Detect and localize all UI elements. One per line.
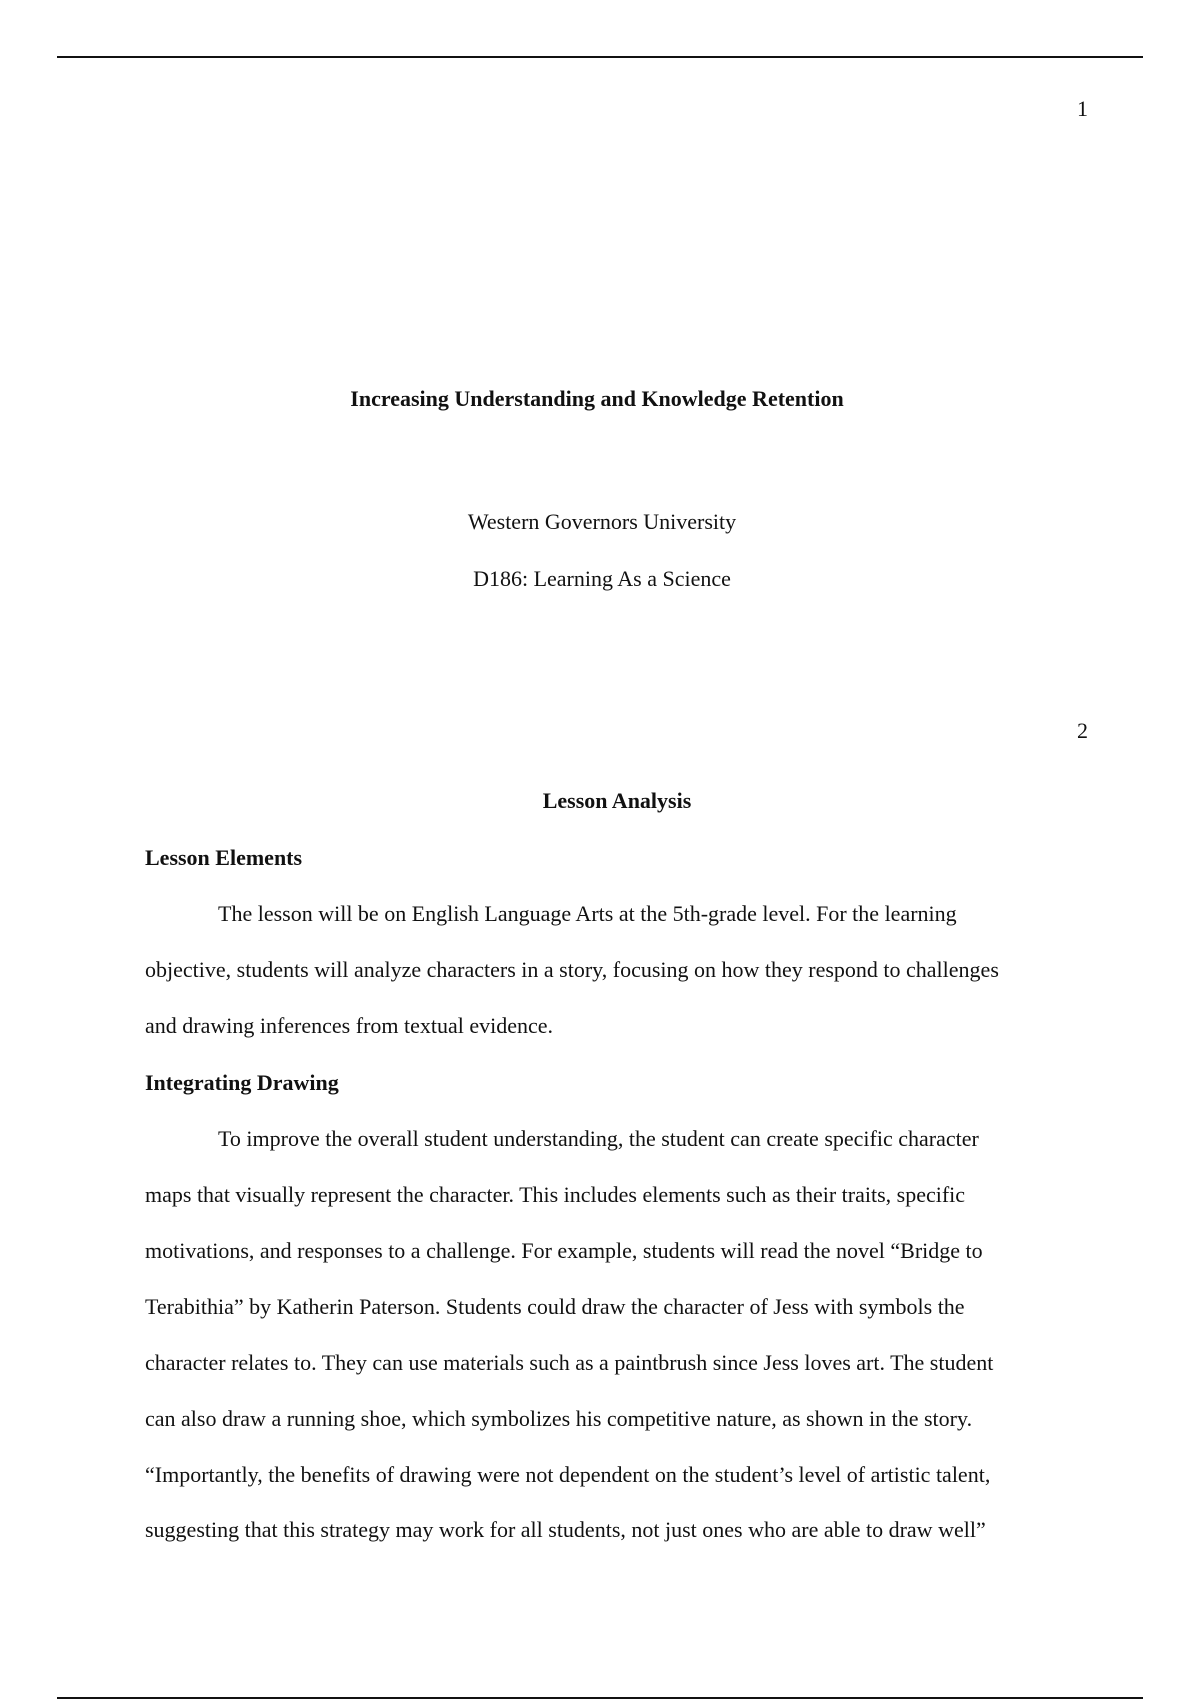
page-number-2: 2 xyxy=(1077,718,1088,743)
paragraph-line: “Importantly, the benefits of drawing were not dependent on the student’s level of artistic talent, xyxy=(145,1462,991,1487)
paragraph-line: character relates to. They can use materials such as a paintbrush since Jess loves art. The student xyxy=(145,1350,994,1375)
paragraph-line: objective, students will analyze characters in a story, focusing on how they respond to challenges xyxy=(145,957,999,982)
lesson-analysis-heading: Lesson Analysis xyxy=(542,788,692,813)
paragraph-line: maps that visually represent the character. This includes elements such as their traits, specific xyxy=(145,1182,966,1207)
page-top-rule xyxy=(57,56,1143,58)
paper-title: Increasing Understanding and Knowledge Retention xyxy=(350,386,844,411)
page-bottom-rule xyxy=(57,1697,1143,1699)
paragraph-line: can also draw a running shoe, which symbolizes his competitive nature, as shown in the story. xyxy=(145,1406,973,1431)
paragraph-line: The lesson will be on English Language Arts at the 5th-grade level. For the learning xyxy=(218,901,957,926)
institution-name: Western Governors University xyxy=(467,509,737,534)
paragraph-line: and drawing inferences from textual evidence. xyxy=(145,1013,554,1038)
paragraph-line: motivations, and responses to a challenge. For example, students will read the novel “Bridge to xyxy=(145,1238,983,1263)
paragraph-line: To improve the overall student understanding, the student can create specific character xyxy=(218,1126,979,1151)
paragraph-line: Terabithia” by Katherin Paterson. Students could draw the character of Jess with symbols the xyxy=(145,1294,965,1319)
course-name: D186: Learning As a Science xyxy=(473,566,731,591)
lesson-elements-heading: Lesson Elements xyxy=(145,845,303,870)
paragraph-line: suggesting that this strategy may work for all students, not just ones who are able to draw well” xyxy=(145,1517,986,1542)
page-number-1: 1 xyxy=(1077,96,1088,121)
integrating-drawing-heading: Integrating Drawing xyxy=(145,1070,339,1095)
